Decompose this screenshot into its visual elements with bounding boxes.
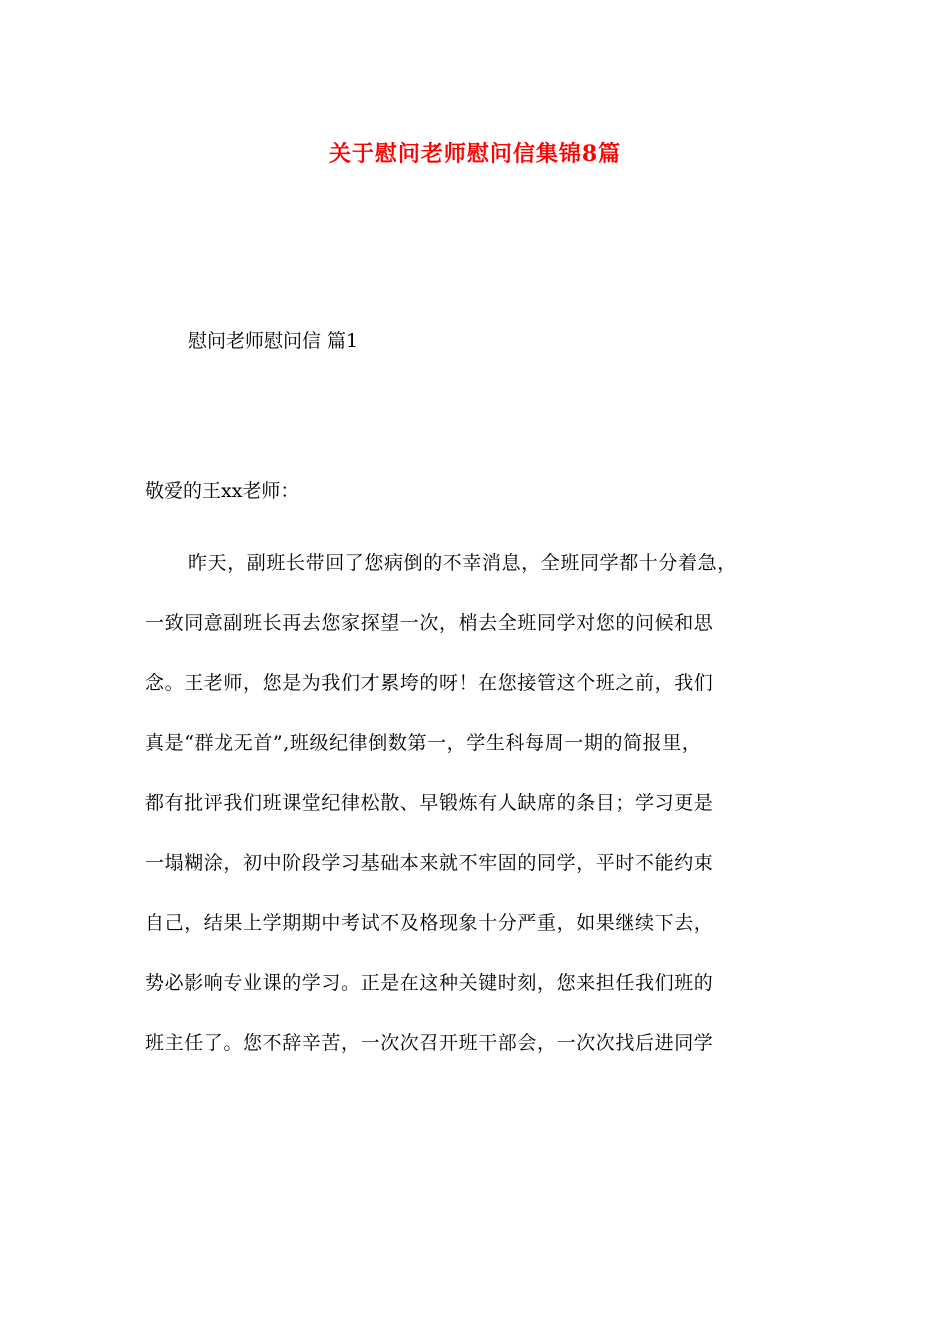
body-line: 势必影响专业课的学习。正是在这种关键时刻，您来担任我们班的	[145, 972, 714, 994]
document-title: 关于慰问老师慰问信集锦8篇	[328, 141, 622, 167]
body-line: 一塌糊涂，初中阶段学习基础本来就不牢固的同学，平时不能约束	[145, 852, 714, 874]
body-line: 班主任了。您不辞辛苦，一次次召开班干部会，一次次找后进同学	[145, 1032, 714, 1054]
body-line: 自己，结果上学期期中考试不及格现象十分严重，如果继续下去，	[145, 912, 714, 934]
section-heading: 慰问老师慰问信 篇1	[188, 330, 359, 352]
body-line: 真是“群龙无首”,班级纪律倒数第一，学生科每周一期的简报里，	[145, 732, 702, 754]
letter-body	[145, 548, 825, 1088]
body-line: 都有批评我们班课堂纪律松散、早锻炼有人缺席的条目；学习更是	[145, 792, 714, 814]
body-line: 念。王老师，您是为我们才累垮的呀！在您接管这个班之前，我们	[145, 672, 714, 694]
body-line: 一致同意副班长再去您家探望一次，梢去全班同学对您的问候和思	[145, 612, 714, 634]
letter-salutation: 敬爱的王xx老师：	[145, 480, 300, 502]
body-line: 昨天，副班长带回了您病倒的不幸消息，全班同学都十分着急，	[188, 552, 737, 574]
